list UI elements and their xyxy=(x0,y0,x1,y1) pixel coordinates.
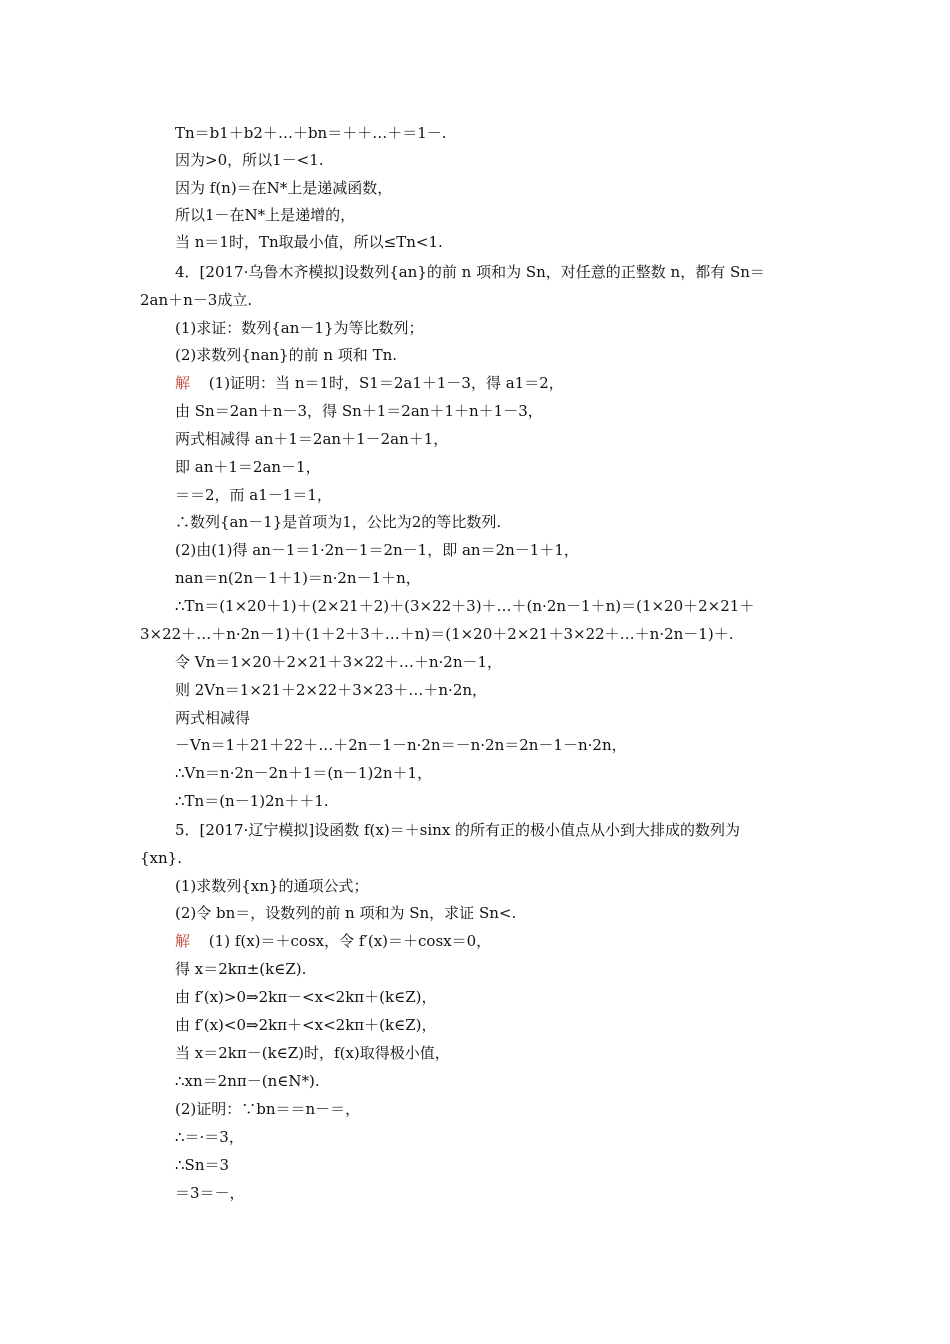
text-line: 则 2Vn＝1×21＋2×22＋3×23＋…＋n·2n， xyxy=(175,681,488,699)
text-line: 当 x＝2kπ－(k∈Z)时，f(x)取得极小值， xyxy=(175,1044,450,1062)
text-line: ∴Sn＝3 xyxy=(175,1156,230,1174)
text-line: 当 n＝1时，Tn取最小值，所以≤Tn<1. xyxy=(175,233,443,251)
text-line: 令 Vn＝1×20＋2×21＋3×22＋…＋n·2n－1， xyxy=(175,653,503,671)
text-line: 因为>0，所以1－<1. xyxy=(175,151,324,169)
solution-line xyxy=(175,373,564,393)
text-line: 两式相减得 xyxy=(175,709,251,727)
text-line: 即 an＋1＝2an－1， xyxy=(175,458,321,476)
text-line: Tn＝b1＋b2＋…＋bn＝＋＋…＋＝1－. xyxy=(175,124,447,142)
text-line: ∴数列{an－1}是首项为1，公比为2的等比数列. xyxy=(175,513,502,531)
text-line: ∴Tn＝(1×20＋1)＋(2×21＋2)＋(3×22＋3)＋…＋(n·2n－1＋n)＝(1×20＋2×21＋ xyxy=(175,597,755,615)
text-line: 2an＋n－3成立. xyxy=(140,291,253,309)
text-line: (1) f(x)＝＋cosx，令 f′(x)＝＋cosx＝0， xyxy=(208,932,492,950)
text-line: 由 f′(x)<0⇒2kπ＋<x<2kπ＋(k∈Z)， xyxy=(175,1016,437,1034)
solution-line xyxy=(175,931,491,951)
text-line: {xn}. xyxy=(140,849,182,867)
problem-5-heading: 5．[2017·辽宁模拟]设函数 f(x)＝＋sinx 的所有正的极小值点从小到大排成的数列为 xyxy=(175,821,741,839)
text-line: 得 x＝2kπ±(k∈Z). xyxy=(175,960,307,978)
text-line: 两式相减得 an＋1＝2an＋1－2an＋1， xyxy=(175,430,449,448)
solution-label: 解 xyxy=(175,374,191,392)
text-line: (1)求证：数列{an－1}为等比数列； xyxy=(175,319,424,337)
text-line: －Vn＝1＋21＋22＋…＋2n－1－n·2n＝－n·2n＝2n－1－n·2n， xyxy=(175,736,627,754)
text-line: (1)求数列{xn}的通项公式； xyxy=(175,877,369,895)
text-line: 因为 f(n)＝在N*上是递减函数， xyxy=(175,179,393,197)
text-line: 所以1－在N*上是递增的， xyxy=(175,206,356,224)
text-line: 由 f′(x)>0⇒2kπ－<x<2kπ＋(k∈Z)， xyxy=(175,988,437,1006)
text-line: (1)证明：当 n＝1时，S1＝2a1＋1－3，得 a1＝2， xyxy=(208,374,564,392)
text-line: 由 Sn＝2an＋n－3，得 Sn＋1＝2an＋1＋n＋1－3， xyxy=(175,402,543,420)
problem-4-heading: 4．[2017·乌鲁木齐模拟]设数列{an}的前 n 项和为 Sn，对任意的正整数 n，都有 Sn＝ xyxy=(175,263,765,281)
text-line: (2)令 bn＝，设数列的前 n 项和为 Sn，求证 Sn<. xyxy=(175,904,517,922)
text-line: (2)证明：∵bn＝＝n－＝， xyxy=(175,1100,361,1118)
text-line: 3×22＋…＋n·2n－1)＋(1＋2＋3＋…＋n)＝(1×20＋2×21＋3×22＋…＋n·2n－1)＋. xyxy=(140,625,734,643)
solution-label: 解 xyxy=(175,932,191,950)
text-line: ∴Tn＝(n－1)2n＋＋1. xyxy=(175,792,329,810)
text-line: ＝3＝－， xyxy=(175,1184,245,1202)
text-line: ∴Vn＝n·2n－2n＋1＝(n－1)2n＋1， xyxy=(175,764,433,782)
text-line: nan＝n(2n－1＋1)＝n·2n－1＋n， xyxy=(175,569,421,587)
text-line: ∴＝·＝3， xyxy=(175,1128,244,1146)
text-line: (2)由(1)得 an－1＝1·2n－1＝2n－1，即 an＝2n－1＋1， xyxy=(175,541,579,559)
text-line: ＝＝2，而 a1－1＝1， xyxy=(175,486,332,504)
text-line: ∴xn＝2nπ－(n∈N*). xyxy=(175,1072,320,1090)
text-line: (2)求数列{nan}的前 n 项和 Tn. xyxy=(175,346,397,364)
